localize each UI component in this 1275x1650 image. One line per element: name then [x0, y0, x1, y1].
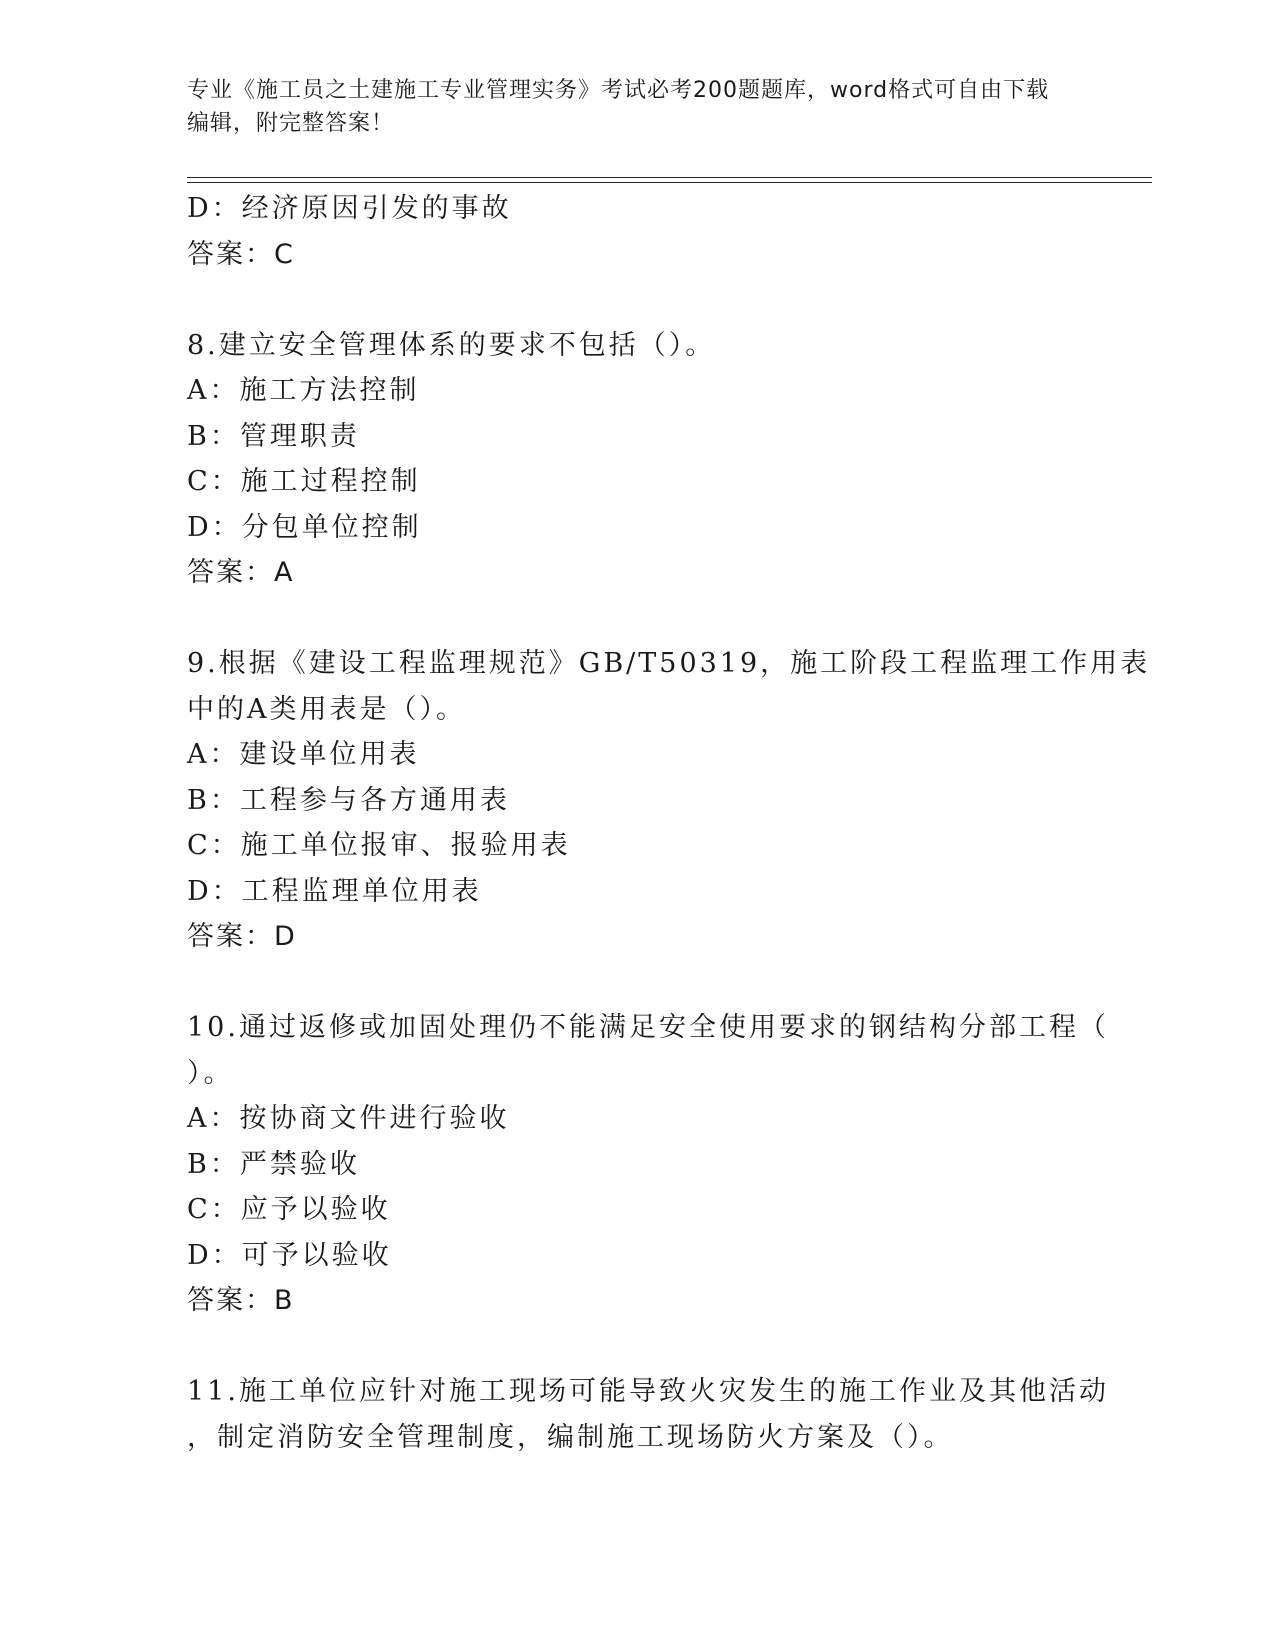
question-stem-line-1: 10.通过返修或加固处理仍不能满足安全使用要求的钢结构分部工程（	[187, 1012, 1109, 1043]
question-stem-line-2: ，制定消防安全管理制度，编制施工现场防火方案及（）。	[187, 1421, 954, 1453]
question-stem-line-2: ）。	[187, 1057, 234, 1089]
answer: 答案：A	[187, 557, 295, 588]
question-11	[187, 1369, 1109, 1460]
answer: 答案：D	[187, 921, 297, 952]
option-b: B：严禁验收	[187, 1148, 360, 1180]
question-stem: 8.建立安全管理体系的要求不包括（）。	[187, 329, 716, 361]
option-c: C：应予以验收	[187, 1194, 391, 1225]
question-stem-line-2: 中的A类用表是（）。	[187, 693, 466, 725]
document-body	[187, 186, 1151, 1460]
answer: 答案：B	[187, 1285, 295, 1316]
option-a: A：建设单位用表	[187, 739, 420, 770]
option-d: D：工程监理单位用表	[187, 875, 482, 907]
question-stem-line-1: 9.根据《建设工程监理规范》GB/T50319，施工阶段工程监理工作用表	[187, 648, 1151, 679]
question-7-tail	[187, 186, 1087, 278]
option-b: B：工程参与各方通用表	[187, 784, 510, 816]
question-10	[187, 1005, 1109, 1324]
page-header: 专业《施工员之土建施工专业管理实务》考试必考200题题库，word格式可自由下载编辑，附完整答案！	[187, 78, 1050, 136]
option-d: D：可予以验收	[187, 1239, 392, 1271]
answer: 答案：C	[187, 238, 295, 270]
option-d: D：经济原因引发的事故	[187, 193, 512, 224]
option-b: B：管理职责	[187, 420, 360, 452]
option-c: C：施工过程控制	[187, 466, 421, 497]
header-rule-bottom	[187, 182, 1152, 183]
option-a: A：按协商文件进行验收	[187, 1103, 510, 1134]
option-a: A：施工方法控制	[187, 375, 420, 406]
question-9	[187, 641, 1151, 960]
option-c: C：施工单位报审、报验用表	[187, 830, 571, 861]
question-stem-line-1: 11.施工单位应针对施工现场可能导致火灾发生的施工作业及其他活动	[187, 1376, 1109, 1407]
option-d: D：分包单位控制	[187, 511, 422, 543]
header-rule-top	[187, 177, 1152, 178]
question-8	[187, 323, 1087, 597]
